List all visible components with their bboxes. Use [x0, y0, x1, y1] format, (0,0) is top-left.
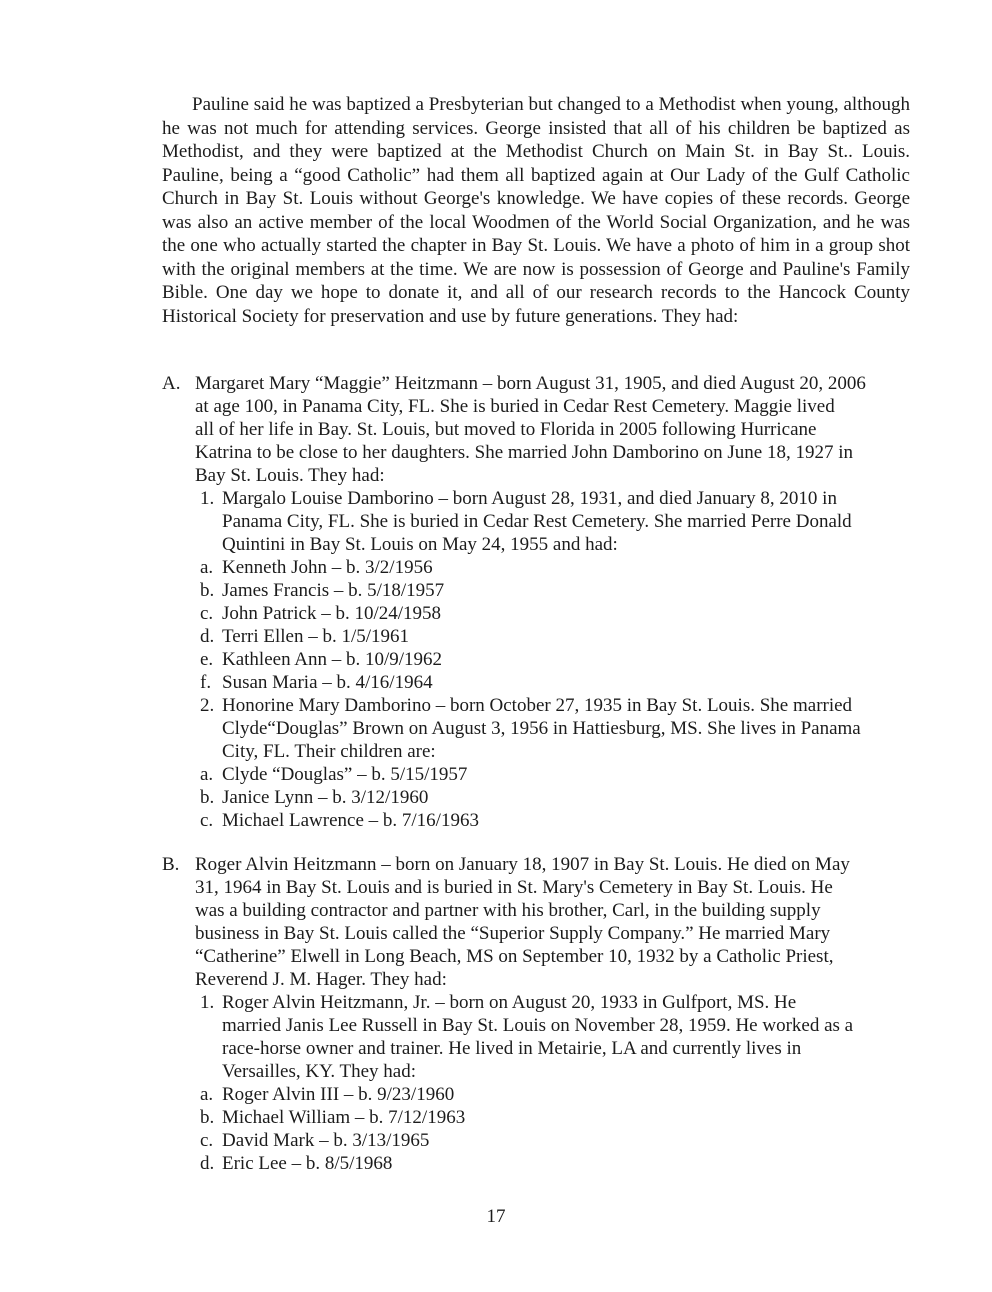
a2-child-marker: c.: [200, 810, 214, 831]
section-b-line: Reverend J. M. Hager. They had:: [195, 969, 447, 990]
a2-child-marker: b.: [200, 787, 215, 808]
b1-child-marker: c.: [200, 1130, 214, 1151]
a2-child-entry: Clyde “Douglas” – b. 5/15/1957: [222, 764, 468, 785]
a1-line: Panama City, FL. She is buried in Cedar Rest Cemetery. She married Perre Donald: [222, 511, 852, 532]
a1-child-marker: c.: [200, 603, 214, 624]
a2-child-entry: Michael Lawrence – b. 7/16/1963: [222, 810, 479, 831]
b1-child-marker: a.: [200, 1084, 214, 1105]
section-a-line: Bay St. Louis. They had:: [195, 465, 385, 486]
page-number: 17: [486, 1206, 506, 1227]
a1-child-entry: Kenneth John – b. 3/2/1956: [222, 557, 433, 578]
b1-line: married Janis Lee Russell in Bay St. Louis on November 28, 1959. He worked as a: [222, 1015, 854, 1036]
section-b-line: Roger Alvin Heitzmann – born on January 18, 1907 in Bay St. Louis. He died on May: [195, 854, 850, 875]
a2-line: Clyde“Douglas” Brown on August 3, 1956 in Hattiesburg, MS. She lives in Panama: [222, 718, 861, 739]
b1-child-entry: Eric Lee – b. 8/5/1968: [222, 1153, 393, 1174]
section-a-line: at age 100, in Panama City, FL. She is buried in Cedar Rest Cemetery. Maggie lived: [195, 396, 835, 417]
b1-child-entry: Michael William – b. 7/12/1963: [222, 1107, 466, 1128]
section-b-line: 31, 1964 in Bay St. Louis and is buried in St. Mary's Cemetery in Bay St. Louis. He: [195, 877, 833, 898]
b1-child-marker: d.: [200, 1153, 215, 1174]
a1-child-marker: d.: [200, 626, 215, 647]
b1-child-marker: b.: [200, 1107, 215, 1128]
b1-line: race-horse owner and trainer. He lived in Metairie, LA and currently lives in: [222, 1038, 802, 1059]
intro-paragraph: Pauline said he was baptized a Presbyterian but changed to a Methodist when young, although he was not much for attending services. George insisted that all of his children be baptized as Methodist, and they were baptized at the Methodist Church on Main St. in Bay St.. Louis. Pauline, being a “good Catholic” had them all baptized again at Our Lady of the Gulf Catholic Church in Bay St. Louis without George's knowledge. We have copies of these records. George was also an active member of the local Woodmen of the World Social Organization, and he was the one who actually started the chapter in Bay St. Louis. We have a photo of him in a group shot with the original members at the time. We are now is possession of George and Pauline's Family Bible. One day we hope to donate it, and all of our research records to the Hancock County Historical Society for preservation and use by future generations. They had:: [162, 94, 910, 327]
a1-line: Margalo Louise Damborino – born August 28, 1931, and died January 8, 2010 in: [222, 488, 837, 509]
section-a-line: all of her life in Bay. St. Louis, but moved to Florida in 2005 following Hurricane: [195, 419, 817, 440]
a1-child-marker: f.: [200, 672, 212, 693]
a2-line: City, FL. Their children are:: [222, 741, 436, 762]
section-b-line: was a building contractor and partner with his brother, Carl, in the building supply: [195, 900, 821, 921]
section-b-line: “Catherine” Elwell in Long Beach, MS on September 10, 1932 by a Catholic Priest,: [195, 946, 834, 967]
section-b-line: business in Bay St. Louis called the “Superior Supply Company.” He married Mary: [195, 923, 831, 944]
a1-child-entry: Kathleen Ann – b. 10/9/1962: [222, 649, 443, 670]
section-a-marker: A.: [162, 373, 181, 394]
a2-line: Honorine Mary Damborino – born October 27, 1935 in Bay St. Louis. She married: [222, 695, 853, 716]
b1-marker: 1.: [200, 992, 215, 1013]
a1-child-entry: Susan Maria – b. 4/16/1964: [222, 672, 433, 693]
a1-marker: 1.: [200, 488, 215, 509]
b1-line: Versailles, KY. They had:: [222, 1061, 417, 1082]
a1-child-entry: John Patrick – b. 10/24/1958: [222, 603, 442, 624]
a1-child-marker: b.: [200, 580, 215, 601]
b1-child-entry: Roger Alvin III – b. 9/23/1960: [222, 1084, 455, 1105]
section-b-marker: B.: [162, 854, 180, 875]
b1-child-entry: David Mark – b. 3/13/1965: [222, 1130, 430, 1151]
section-a-line: Katrina to be close to her daughters. She married John Damborino on June 18, 1927 in: [195, 442, 853, 463]
a2-child-entry: Janice Lynn – b. 3/12/1960: [222, 787, 429, 808]
a2-child-marker: a.: [200, 764, 214, 785]
a1-child-entry: James Francis – b. 5/18/1957: [222, 580, 445, 601]
b1-line: Roger Alvin Heitzmann, Jr. – born on August 20, 1933 in Gulfport, MS. He: [222, 992, 797, 1013]
a2-marker: 2.: [200, 695, 215, 716]
a1-child-entry: Terri Ellen – b. 1/5/1961: [222, 626, 410, 647]
a1-line: Quintini in Bay St. Louis on May 24, 1955 and had:: [222, 534, 618, 555]
a1-child-marker: e.: [200, 649, 214, 670]
a1-child-marker: a.: [200, 557, 214, 578]
section-a-line: Margaret Mary “Maggie” Heitzmann – born August 31, 1905, and died August 20, 2006: [195, 373, 866, 394]
